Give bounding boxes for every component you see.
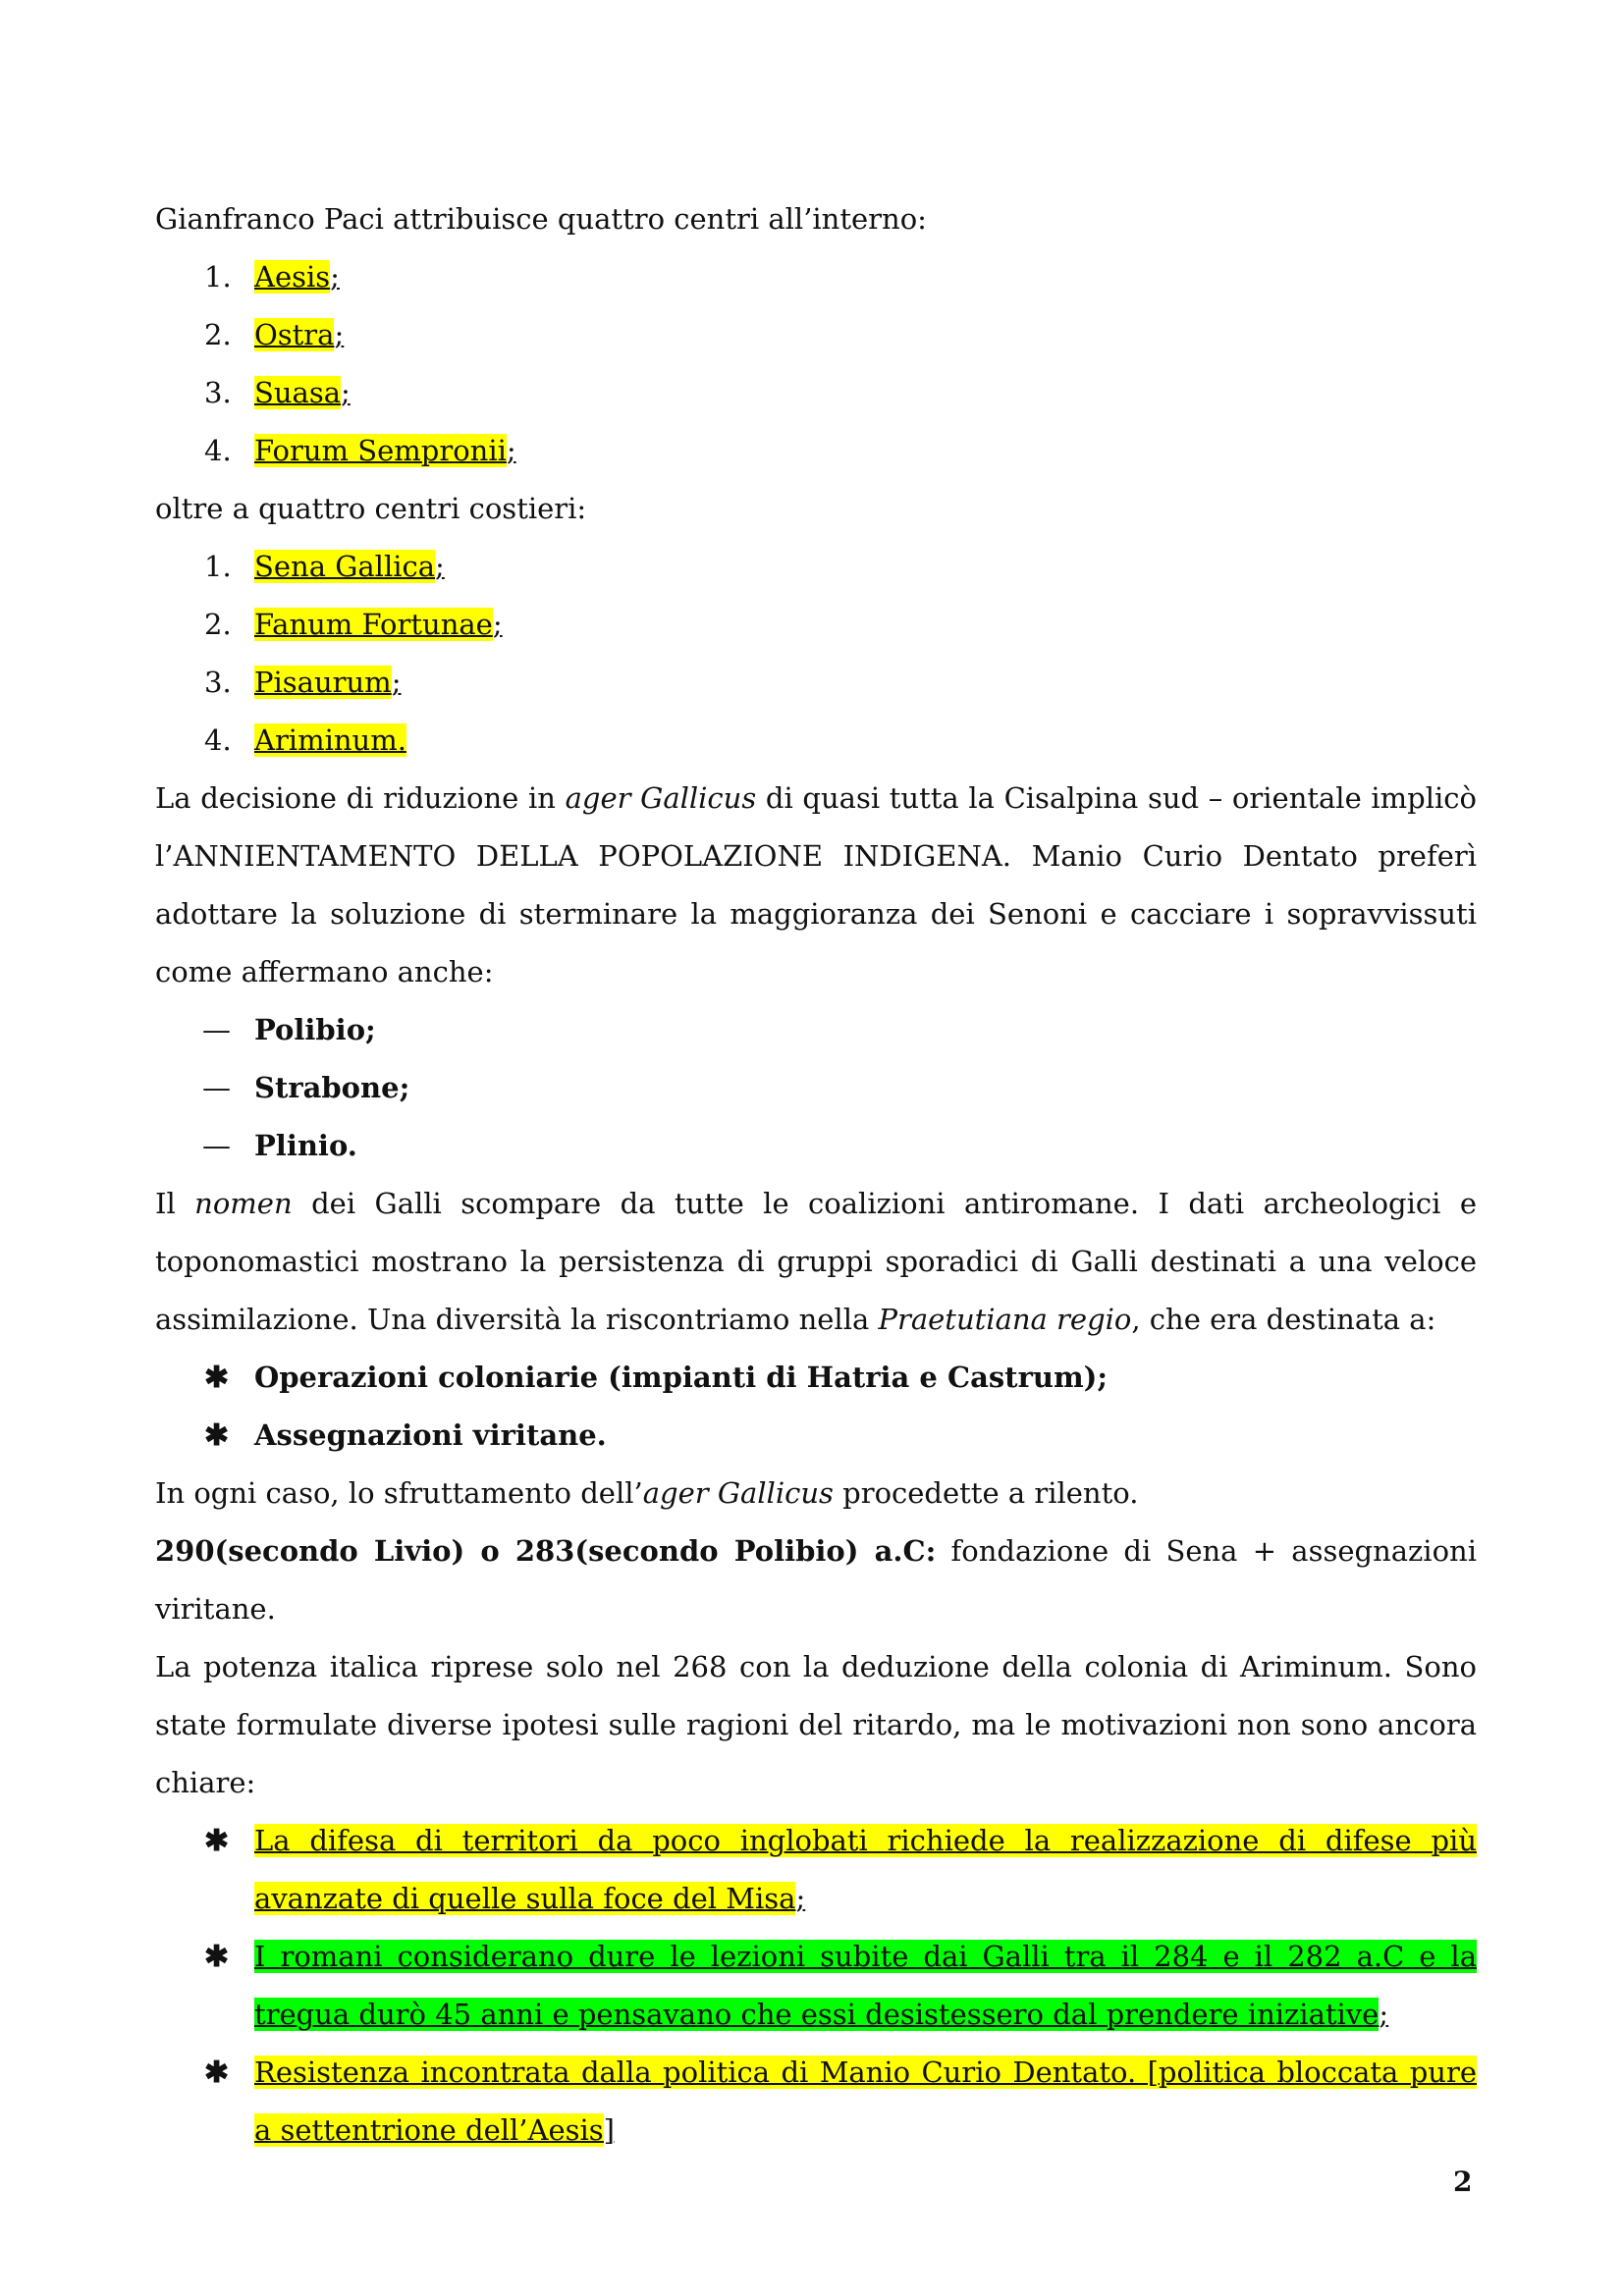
list-separator: ; <box>1379 1998 1389 2031</box>
highlighted-text: Resistenza incontrata dalla politica di Manio Curio Dentato. [politica bloccata pure a settentrione dell’Aesis <box>254 2056 1477 2147</box>
highlighted-text: La difesa di territori da poco inglobati richiede la realizzazione di difese più avanzate di quelle sulla foce del Misa <box>254 1824 1477 1915</box>
star-bullet-icon: ✱ <box>204 1940 230 1974</box>
list-item <box>155 2044 1477 2160</box>
list-separator: ; <box>330 260 340 294</box>
paragraph-nomen <box>155 1175 1477 1349</box>
intro-line: Gianfranco Paci attribuisce quattro centri all’interno: <box>155 202 927 236</box>
list-item <box>155 1349 1477 1407</box>
center-name: Pisaurum <box>254 666 392 699</box>
coastal-centers-list <box>155 538 1477 770</box>
italic-term: ager Gallicus <box>565 781 757 815</box>
list-item <box>155 1812 1477 1928</box>
praetutiana-list <box>155 1349 1477 1465</box>
list-separator: ] <box>603 2113 615 2147</box>
list-item-text: Assegnazioni viritane. <box>254 1418 607 1452</box>
list-item <box>155 1001 1477 1059</box>
dash-bullet-icon: — <box>202 1129 231 1162</box>
paragraph-decision <box>155 770 1477 1001</box>
text-run: In ogni caso, lo sfruttamento dell’ <box>155 1476 643 1510</box>
text-run: dei Galli scompare da tutte le coalizioni antiromane. I dati archeologici e toponomastici mostrano la persistenza di gruppi sporadici di Galli destinati a una veloce assimilazione. Una diversità la riscontriamo nella <box>155 1187 1477 1336</box>
dash-bullet-icon: — <box>202 1071 231 1104</box>
source-name: Polibio; <box>254 1013 376 1046</box>
list-item-text: Operazioni coloniarie (impianti di Hatria e Castrum); <box>254 1361 1109 1394</box>
star-bullet-icon: ✱ <box>204 1418 230 1453</box>
source-name: Plinio. <box>254 1129 357 1162</box>
text-run: di quasi tutta la Cisalpina sud – orientale implicò l’ANNIENTAMENTO DELLA POPOLAZIONE INDIGENA. Manio Curio Dentato preferì adottare la soluzione di sterminare la maggioranza dei Senoni e cacciare i sopravvissuti come affermano anche: <box>155 781 1478 988</box>
list-number: 4. <box>204 723 232 757</box>
page-number: 2 <box>1453 2165 1473 2198</box>
list-item <box>155 1117 1477 1175</box>
list-number: 1. <box>204 550 232 583</box>
list-item <box>155 596 1477 654</box>
dash-bullet-icon: — <box>202 1013 231 1046</box>
center-name: Sena Gallica <box>254 550 436 583</box>
inland-centers-list <box>155 248 1477 480</box>
list-item <box>155 364 1477 422</box>
coastal-intro: oltre a quattro centri costieri: <box>155 492 587 525</box>
list-item <box>155 712 1477 770</box>
list-separator: ; <box>341 376 351 409</box>
paragraph-dates <box>155 1522 1477 1638</box>
list-number: 3. <box>204 666 232 699</box>
source-name: Strabone; <box>254 1071 410 1104</box>
star-bullet-icon: ✱ <box>204 2056 230 2090</box>
list-number: 2. <box>204 608 232 641</box>
list-number: 1. <box>204 260 232 294</box>
center-name: Ariminum. <box>254 723 406 757</box>
paragraph-exploitation <box>155 1465 1477 1522</box>
list-item <box>155 654 1477 712</box>
list-item <box>155 1407 1477 1465</box>
bold-dates: 290(secondo Livio) o 283(secondo Polibio) a.C: <box>155 1534 937 1568</box>
list-item <box>155 248 1477 306</box>
center-name: Aesis <box>254 260 331 294</box>
text-run: , che era destinata a: <box>1131 1303 1436 1336</box>
list-number: 2. <box>204 318 232 351</box>
list-item <box>155 1059 1477 1117</box>
list-number: 3. <box>204 376 232 409</box>
list-item <box>155 422 1477 480</box>
center-name: Fanum Fortunae <box>254 608 493 641</box>
center-name: Ostra <box>254 318 335 351</box>
list-separator: ; <box>435 550 445 583</box>
text-run: Il <box>155 1187 195 1220</box>
list-separator: ; <box>334 318 345 351</box>
list-number: 4. <box>204 434 232 467</box>
highlighted-text: I romani considerano dure le lezioni subite dai Galli tra il 284 e il 282 a.C e la tregua durò 45 anni e pensavano che essi desistessero dal prendere iniziative <box>254 1940 1477 2031</box>
list-separator: ; <box>391 666 402 699</box>
center-name: Forum Sempronii <box>254 434 507 467</box>
italic-term: Praetutiana regio <box>878 1303 1132 1336</box>
text-run: La decisione di riduzione in <box>155 781 566 815</box>
text-run: fondazione di Sena + assegnazioni viritane. <box>155 1534 1477 1626</box>
star-bullet-icon: ✱ <box>204 1824 230 1858</box>
text-run: procedette a rilento. <box>833 1476 1139 1510</box>
sources-list <box>155 1001 1477 1175</box>
list-separator: ; <box>492 608 503 641</box>
center-name: Suasa <box>254 376 342 409</box>
page-body <box>155 190 1477 2160</box>
list-separator: ; <box>506 434 516 467</box>
list-item <box>155 1928 1477 2044</box>
reasons-list <box>155 1812 1477 2160</box>
star-bullet-icon: ✱ <box>204 1361 230 1395</box>
list-item <box>155 306 1477 364</box>
italic-term: ager Gallicus <box>642 1476 834 1510</box>
italic-term: nomen <box>194 1187 293 1220</box>
list-separator: ; <box>795 1882 806 1915</box>
list-item <box>155 538 1477 596</box>
paragraph-power: La potenza italica riprese solo nel 268 con la deduzione della colonia di Ariminum. Sono state formulate diverse ipotesi sulle ragioni del ritardo, ma le motivazioni non sono ancora chiare: <box>155 1650 1477 1799</box>
